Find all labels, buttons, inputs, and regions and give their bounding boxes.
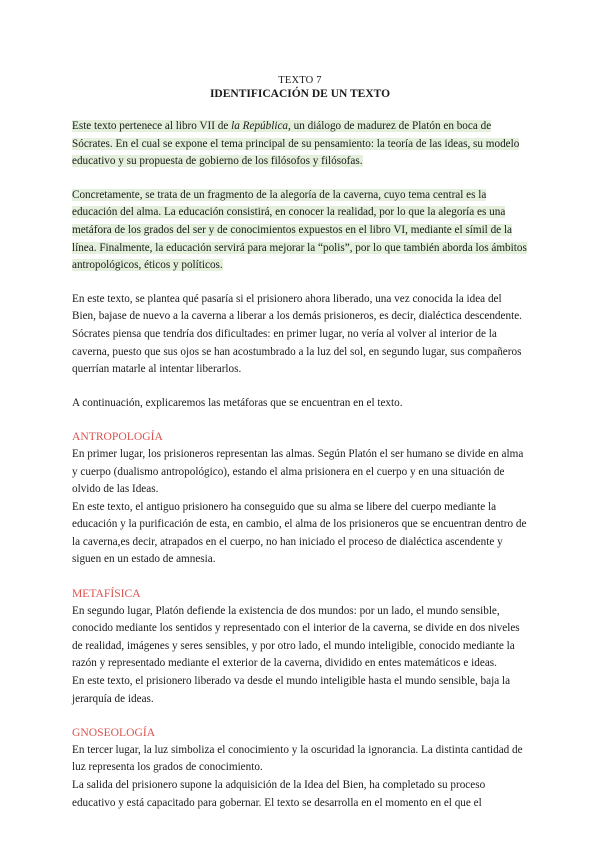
intro-p2-text: Concretamente, se trata de un fragmento de la alegoría de la caverna, cuyo tema central es la educación del alma. La educación consistirá, en conocer la realidad, por lo que la alegoría es una metáfora de los grados del ser y de conocimientos expuestos en el libro VI, mediante el símil de la línea. Finalmente, la educación servirá para mejorar la “polis”, por lo que también aborda los ámbitos antropológicos, éticos y políticos. [72, 188, 527, 272]
body-paragraph-2: A continuación, explicaremos las metáforas que se encuentran en el texto. [72, 396, 403, 409]
text-number-label: TEXTO 7 [278, 75, 322, 86]
metafisica-paragraph-1: En segundo lugar, Platón defiende la existencia de dos mundos: por un lado, el mundo sensible, conocido mediante los sentidos y representado con el interior de la caverna, se divide en dos niveles de realidad, imágenes y seres sensibles, y por otro lado, el mundo inteligible, conocido mediante la razón y representado mediante el exterior de la caverna, dividido en entes matemáticos e ideas. [72, 604, 520, 670]
body-paragraph-1: En este texto, se plantea qué pasaría si el prisionero ahora liberado, una vez conocida la idea del Bien, bajase de nuevo a la caverna a liberar a los demás prisioneros, es decir, dialéctica descendente. Sócrates piensa que tendría dos dificultades: en primer lugar, no vería al volver al interior de la caverna, puesto que sus ojos se han acostumbrado a la luz del sol, en segundo lugar, sus compañeros querrían matarle al intentar liberarlos. [72, 292, 522, 376]
antropologia-paragraph-2: En este texto, el antiguo prisionero ha conseguido que su alma se libere del cuerpo mediante la educación y la purificación de esta, en cambio, el alma de los prisioneros que se encuentran dentro de la caverna,es decir, atrapados en el cuerpo, no han iniciado el proceso de dialéctica ascendente y siguen en un estado de amnesia. [72, 500, 527, 566]
book-title-italic: la República, [231, 120, 291, 132]
metafisica-paragraph-2: En este texto, el prisionero liberado va desde el mundo inteligible hasta el mundo sensible, baja la jerarquía de ideas. [72, 675, 511, 705]
section-heading-antropologia: ANTROPOLOGÍA [72, 430, 163, 444]
section-heading-metafisica: METAFÍSICA [72, 587, 141, 601]
intro-paragraph-2 [72, 187, 528, 275]
antropologia-paragraph-1: En primer lugar, los prisioneros representan las almas. Según Platón el ser humano se divide en alma y cuerpo (dualismo antropológico), estando el alma prisionera en el cuerpo y en una situación de olvido de las Ideas. [72, 447, 524, 496]
intro-paragraph-1 [72, 118, 528, 171]
intro-p1-start: Este texto pertenece al libro VII de [72, 120, 232, 132]
document-title: IDENTIFICACIÓN DE UN TEXTO [209, 88, 391, 100]
gnoseologia-paragraph-1: En tercer lugar, la luz simboliza el conocimiento y la oscuridad la ignorancia. La distinta cantidad de luz representa los grados de conocimiento. [72, 743, 523, 774]
gnoseologia-paragraph-2: La salida del prisionero supone la adquisición de la Idea del Bien, ha completado su proceso educativo y está capacitado para gobernar. El texto se desarrolla en el momento en el que el [72, 779, 486, 809]
section-heading-gnoseologia: GNOSEOLOGÍA [72, 726, 156, 740]
intro-p1-rest: un diálogo de madurez de Platón en boca de Sócrates. En el cual se expone el tema principal de su pensamiento: la teoría de las ideas, su modelo educativo y su propuesta de gobierno de los filósofos y filósofas. [72, 120, 520, 168]
